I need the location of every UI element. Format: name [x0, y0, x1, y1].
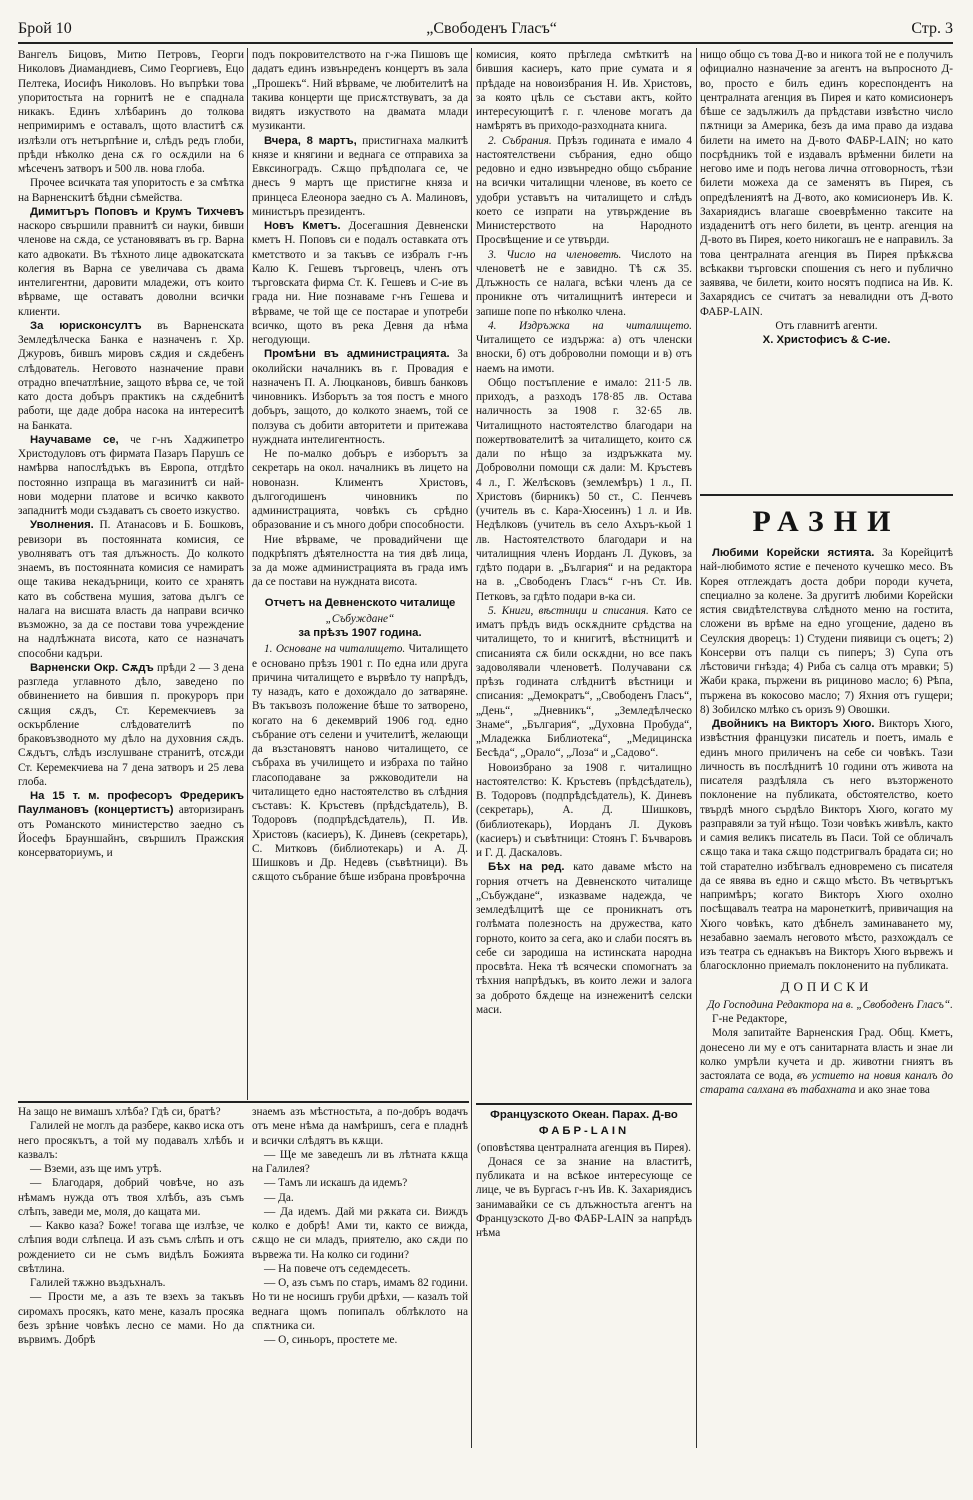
news-text: въ Варненската Земледѣлческа Банка е назначенъ г. Хр. Джуровъ, бившъ мировъ сѫдия и сѫдебенъ слѣдователь. Неговото назначение прави отрадно впечатлѣние, защото вѣрва се, че той като доста добъръ практикъ на сѫдебнитѣ работи, ще даде добра насока на интереситѣ на Банката. [18, 319, 244, 432]
news-text: че г-нъ Хаджипетро Христодуловъ отъ фирмата Пазаръ Парушъ се намѣрва напослѣдъкъ въ Европа, отгдѣто постоянно изпраща въ магазинитѣ си най-нови модерни платове и всичко каквото западнитѣ моди създаватъ съ своето изкуство. [18, 433, 244, 517]
news-headline: Димитъръ Поповъ и Крумъ Тихчевъ [30, 205, 244, 218]
news-headline: Новъ Кметъ. [264, 220, 341, 232]
article-text: Новоизбрано за 1908 г. читалищно настоятелство: К. Кръстевъ (прѣдсѣдатель), В. Тодоровъ (подпрѣдсѣдатель), К. Диневъ (секретарь), А. Д. Шишковъ, (библиотекарь), Иорданъ Л. Дуковъ (касиеръ) и съвѣтници: Стоянъ Г. Бъчваровъ и Г. Д. Даскаловъ. [476, 761, 692, 859]
section-heading: 3. Число на членоветѣ. [488, 248, 622, 261]
story-column-2 [252, 1105, 468, 1450]
story-dialogue: — Да идемъ. Дай ми рѫката си. Виждъ колко е добрѣ! Ами ти, както се вижда, сѫщо не си младъ, приятелю, ако сѫди по вървежа ти. На колко си години? [252, 1205, 468, 1261]
story-dialogue: — Да. [264, 1191, 294, 1204]
section-title-razni: РАЗНИ [752, 505, 901, 538]
news-item [18, 518, 244, 661]
article-text: Общо постъпление е имало: 211·5 лв. приходъ, а разходъ 178·85 лв. Остава наличность за 1908 г. 32·65 лв. Читалищното настоятелство благодари на пожертвователитѣ за читалището, които сѫ дали по нѣщо за издръжката му. Доброволни помощи сѫ дали: М. Кръстевъ 4 л., Г. Желѣсковъ (землемѣръ) 1 л., П. Христовъ (бирникъ) 50 ст., С. Пенчевъ (учитель въ с. Кара-Хюсеинъ) 1 л. и Ив. Недѣлковъ (учитель въ село Ахъръ-кьой 1 лв. Настоятелството благодари и на читалищния членъ Иорданъ Л. Дуковъ, за гдѣто подари в. „България“ и на редактора на в. „Свободенъ Гласъ“ г-нъ Ст. Ив. Петковъ, за гдѣто подари в-ка си. [476, 376, 692, 603]
letter-greeting: Г-не Редакторе, [712, 1013, 788, 1025]
article-text: нищо общо съ това Д-во и никога той не е получилъ официално назначение за агентъ на въпросното Д-во, просто е билъ единъ кореспондентъ на централната агенция въ Пирея и като комисионеръ бѣше се задължилъ да прѣдстави извѣстно число пѫтници за Америка, безъ да има право да издава билети на името на Д-вото ФАБР-LAIN; но като посрѣдникъ той е издавалъ врѣменни билети на негово име и подъ негова лична отговорность, тѣзи билети можеха да се заменятъ въ Пирея, съ опредѣлениятѣ на Д-вото, ако комисионеръ Ив. К. Захариядисъ влагаше своеврѣменно таксите на издаденитѣ отъ него билети, въ центр. агенция на Д-вото въ Пирея, което никогашъ не е направилъ. За това централната агенция въ Пирея прѣкѫсва всѣкакви търговски спошения съ него и публично заявява, че билети, които носятъ подписа на Ив. К. Захарядисъ се считатъ за невалидни отъ Д-вото ФАБР-LAIN. [700, 49, 953, 318]
report-name: „Събуждане“ [325, 612, 395, 625]
section-text: Прѣзъ годината е имало 4 настоятелствени събрания, едно общо редовно и едно извънредно общо събрание на всички читалищни членове, въ което се удобри уставътъ на читалището и слѣдъ което се изпрати на утвърждение въ Министерството на Народното Просвѣщение и се утвърди. [476, 134, 692, 247]
report-title: Отчетъ на Девненското читалище [264, 596, 456, 609]
news-headline: Промѣни въ администрацията. [264, 348, 450, 361]
column-divider [247, 48, 248, 1100]
report-section [476, 134, 692, 248]
report-year: за прѣзъ 1907 година. [298, 627, 422, 639]
news-text: авторизиранъ отъ Романското министерство заедно съ Йосефъ Брауншайнъ, свършилъ Пражския консерваториумъ, и [18, 804, 244, 859]
signature-line: Отъ главнитѣ агенти. [775, 319, 878, 332]
news-item [18, 319, 244, 433]
report-section [476, 319, 692, 376]
news-item [700, 717, 953, 974]
letter-body-end: и ако знае това [855, 1084, 930, 1097]
column-2 [252, 48, 468, 1098]
news-text: Викторъ Хюго, извѣстния французки писатель и поетъ, ималь е единъ много приличенъ на себе си човѣкъ. Тази личность въ послѣднитѣ 10 години отъ живота на писателя раздѣляла съ него възторженото поклонение на публиката, обстоятелство, което твърдѣ много сърдѣло Викторъ Хюго, когато му разправяли за туй нѣщо. Този човѣкъ живѣлъ, както и самия великъ писатель въ Паси. Той се обличалъ сѫщо така и така сѫщо подстригвалъ брадата си; но той старателно избѣгвалъ едновремено съ писателя да се явява въ едно и сѫщо мѣсто. Въ четвъртъкъ напримѣръ; когато Викторъ Хюго охолно посѣщавалъ театра на маронеткитѣ, привичащия на Хюго човѣкъ, като дѣбнелъ заминаването му, незабавно заемалъ неговото мѣсто, разхождалъ се изъ театра съ еднакъвъ на Викторъ Хюго вървежъ и благосклонно приемалъ поклоненито на публиката. [700, 718, 953, 973]
story-dialogue: — На повече отъ седемдесеть. [264, 1262, 411, 1275]
news-headline: Вчера, 8 мартъ, [264, 134, 357, 147]
column-4-top [700, 48, 953, 496]
announcement-subtitle: (оповѣстява централната агенция въ Пирея). [477, 1141, 691, 1154]
news-text: прѣди 2 — 3 дена разгледа углавното дѣло, заведено по обвинението на бившия п. прокуроръ при сѫщия сѫдъ, Ст. Керемекчиевъ за оскърбление слѣдователитѣ по браковъзводното му дѣло на духовния сѫдъ. Сѫдътъ, слѣдъ изслушване странитѣ, отсѫди Ст. Керемекчиева на 7 дена затворъ и 25 лева глоба. [18, 661, 244, 788]
story-dialogue: — Прости ме, а азъ те взехъ за такъвъ сиромахъ просякъ, като мене, казалъ просяка безъ зрѣние човѣкъ лесно се мами. Но да вървимъ. Добрѣ [18, 1291, 244, 1346]
announcement-column [476, 1108, 692, 1450]
story-dialogue: — Какво каза? Боже! тогава ще излѣзе, че слѣпия води слѣпеца. И азъ съмъ слѣпъ и отъ рождението си не съмъ видѣлъ Божията свѣтлина. [18, 1220, 244, 1275]
story-column-1 [18, 1105, 244, 1450]
signature-name: Х. Христофисъ & С-ие. [762, 334, 891, 346]
column-divider [471, 48, 472, 1448]
section-text: Числото на членоветѣ не е завидно. Тѣ сѫ 35. Длъжность се налага, всѣки членъ да се проникне отъ читалищнитѣ интереси и запише попе по нѣколко члена. [476, 248, 692, 318]
news-text: пристигнаха малкитѣ князе и княгини и веднага се отправиха за Евксиноградъ. Сѫщо прѣдполага се, че днесъ 9 мартъ ще пристигне княза и принцеса Елеонора заедно съ А. Малиновъ, министъръ президентъ. [252, 134, 468, 218]
story-dialogue: — Благодаря, добрий човѣче, но азъ нѣмамъ нужда отъ твоя хлѣбъ, азъ съмъ слѣпъ, заведи ме, моля, до кащата ми. [18, 1177, 244, 1218]
letter-location: въ устието на новия каналъ до старата салхана въ табахната [700, 1070, 953, 1097]
story-dialogue: — Вземи, азъ ще имъ утрѣ. [30, 1163, 162, 1175]
section-divider [18, 1101, 469, 1103]
story-dialogue: — Тамъ ли искашъ да идемъ? [264, 1177, 408, 1190]
story-text: На защо не вимашъ хлѣба? Гдѣ си, братѣ? [18, 1106, 221, 1118]
article-text: Не по-малко добъръ е изборътъ за секретарь на окол. началникъ въ лицето на новоназн. Климентъ Христовъ, дългогодишенъ чиновникъ по администрацията, човѣкъ съ срѣдно образование и съ много добри способности. [252, 448, 468, 532]
story-dialogue: — Ще ме заведешъ ли въ лѣтната кѫща на Галилея? [252, 1148, 468, 1175]
announcement-company: ФАБР-LAIN [538, 1125, 630, 1138]
section-heading: 2. Събрания. [488, 134, 552, 147]
news-item [252, 219, 468, 347]
story-dialogue: — О, синьоръ, простете ме. [264, 1334, 398, 1346]
story-text: Галилей не моглъ да разбере, какво иска отъ него просякътъ, а той му подавалъ хлѣбъ и казвалъ: [18, 1120, 244, 1161]
article-text: подъ покровителството на г-жа Пишовъ ще дадатъ единъ извънреденъ концертъ въ зала „Прошекъ“. Ний вѣрваме, че любителитѣ на такива концерти ще присѫтствуватъ, за да видятъ изкуството на двамата млади музиканти. [252, 49, 468, 133]
column-3 [476, 48, 692, 1105]
news-item [252, 134, 468, 220]
issue-number: Брой 10 [18, 20, 72, 37]
news-text: П. Атанасовъ и Б. Бошковъ, ревизори въ постоянната комисия, се уволняватъ отъ тая длъжность. До колкото знаемъ, въ постоянната комисия се намиратъ още такива некадърници, които се хранятъ като въ собствена мушия, затова дългъ се налага на висшата власть да направи всичко възможно, за да се постави това учреждение на надлѣжната висота, като се назначатъ способни кадъри. [18, 519, 244, 660]
news-headline: На 15 т. м. професоръ Фредерикъ Паулмановъ (концертистъ) [18, 790, 244, 817]
letter-addressee: До Господина Редактора на в. „Свободенъ Гласъ“. [707, 998, 953, 1011]
section-title-dopiski: ДОПИСКИ [780, 978, 873, 994]
announcement-text: Донася се за знание на властитѣ, публиката и на всѣкое интересующе се лице, че въ Бургасъ г-нъ Ив. К. Захариядисъ занимавайки се съ длъжностьта агентъ на Французското Д-во ФАБР-LAIN за напрѣдъ нѣма [476, 1155, 692, 1239]
section-heading: 1. Основане на читалището. [264, 643, 406, 656]
news-text: За Корейцитѣ най-любимото ястие е печеното кучешко месо. Въ Корея отглеждатъ доста добри породи кучета, специално за колене. За другитѣ любими Корейски ястия свидѣтелствува слѣдното меню на гостита, сложени въ врѣме на едно угощение, дадено въ Сеулския дворецъ: 1) Студени пиявици съ оцетъ; 2) Консерви отъ палци съ пиперъ; 3) Супа отъ лѣстовичи гнѣзда; 4) Риба съ салца отъ мравки; 5) Жаби крака, пържени въ рициново масло; 6) Рѣпа, пържена въ кокосово масло; 7) Яхния отъ гущери; 8) Зобилско млѣко съ оризъ 9) Овошки. [700, 547, 953, 716]
newspaper-title: „Свободенъ Гласъ“ [426, 20, 557, 37]
story-text: Галилей тѫжно въздъхналъ. [30, 1277, 166, 1289]
story-text: знаемъ азъ мѣстностьта, а по-добръ водачъ отъ мене нѣма да намѣришъ, сега е пладнѣ и всички слѣдятъ въ кѫщи. [252, 1106, 468, 1147]
news-headline: Бѣх на ред. [488, 861, 565, 874]
news-item [700, 546, 953, 717]
column-4-bottom [700, 500, 953, 1448]
news-headline: За юрисконсултъ [30, 319, 142, 332]
news-text: Досегашния Девненски кметъ Н. Поповъ си е подалъ оставката отъ кметството и за такъвъ се избралъ г-нъ Калю К. Гешевъ търговецъ, членъ отъ търговската фирма Ст. К. Гешевъ и С-ие въ града ни. Ние познаваме г-нъ Гешева и вѣрваме, че той ще се постарае и употреби всичко, щото въ река Девня да нѣма негодующи. [252, 220, 468, 346]
section-text: Читалището е основано прѣзъ 1901 г. По една или друга причина читалището е вървѣло ту напрѣдъ, ту назадъ, като е дохождало до затваряне. Въ такъвозъ положение бѣше то затворено, когато на 6 декемврий 1906 год. едно събрание отъ селени и учителитѣ, желающи да възстановятъ наново читалището, се събраха въ училището и избраха по тайно гласоподаване за ржководители на читалището едно настоятелство въ слѣдния съставъ: К. Кръстевъ (прѣдсѣдатель), В. Тодоровъ (подпрѣдсѣдатель), П. Ив. Христовъ (касиеръ), К. Диневъ (секретарь), С. Митковъ (библиотекарь) и А. Д. Шишковъ и Др. Недевъ (съвѣтници). Въ сѫщото събрание бѣше избрана провѣрочна [252, 643, 468, 884]
section-heading: 4. Издръжка на читалището. [488, 319, 692, 332]
news-item [252, 347, 468, 447]
article-text: Ние вѣрваме, че провадийчени ще подкрѣпятъ дѣятелността на тия двѣ лица, за да може администрацията въ града имъ да се постави на нуждната висота. [252, 533, 468, 589]
news-item [18, 661, 244, 789]
news-headline: Уволнения. [30, 519, 94, 532]
news-item [476, 860, 692, 1017]
masthead [18, 18, 953, 44]
news-text: наскоро свършили правнитѣ си науки, бивши членове на сѫда, се установяватъ въ гр. Варна като адвокати. Въ тѣхното лице адвокатската колегия въ Варна се увеличава съ двама интелигентни, даровити младежи, отъ които вѣрваме, ще оставатъ доволни всички клиенти. [18, 220, 244, 318]
column-divider [696, 48, 697, 1448]
letter-body: Моля запитайте Варненския Град. Общ. Кметъ, донесено ли му е отъ санитарната власть и знае ли колко умрѣли кучета и др. животни гниятъ въ застоялата се вода, [700, 1027, 953, 1082]
article-text: Прочее всичката тая упоритость е за смѣтка на Варненскитѣ бѣдни сѣмейства. [18, 177, 244, 204]
letter-text [700, 1026, 953, 1097]
column-1 [18, 48, 244, 1098]
section-text: Читалището се издържа: а) отъ членски вноски, б) отъ доброволни помощи и в) отъ наемъ на имоти. [476, 334, 692, 375]
news-headline: Любими Корейски ястията. [712, 547, 875, 559]
news-item [18, 433, 244, 519]
news-headline: Двойникъ на Викторъ Хюго. [712, 718, 875, 730]
news-headline: Научаваме се, [30, 433, 119, 446]
report-section [476, 604, 692, 761]
article-text: Вангелъ Бицовъ, Митю Петровъ, Георги Николовъ Диамандиевъ, Симо Георгиевъ, Ецо Пелтека, Иосифъ Николовъ. Но въпрѣки това упоритостьта на горнитѣ не е спаднала никакъ. Единъ хлѣбаринъ до толкова непримиримъ е оставалъ, щото властитѣ сѫ излѣзли отъ нетърпѣние и, слѣдъ редъ глоби, прѣди нѣколко дена сѫ го осѫдили на 6 мѣсеченъ затворъ и 500 лв. нова глоба. [18, 49, 244, 175]
news-item [18, 789, 244, 860]
news-text: За околийски началникъ въ г. Провадия е назначенъ П. А. Люцкановъ, бившъ банковъ чиновникъ. Изборътъ за тоя постъ е много добъръ, защото, до колкото знаемъ, той се ползува съ добити авторитети и притежава нуждната интелигентность. [252, 348, 468, 446]
report-section [252, 642, 468, 884]
news-text: като даваме мѣсто на горния отчетъ на Девненското читалище „Събуждане“, изказваме надежда, че земледѣлцитѣ ще се проникнатъ отъ голѣмата полезность на дружества, като горното, които за сега, ако и слаби посятъ въ себе си зародиша на истинската народна просвѣта. Нека тѣ всячески спомогнатъ за тѣхния напрѣдъкъ, въ които лежи и залога за доброто бѫдеще на изнеженитѣ селски маси. [476, 861, 692, 1016]
section-heading: 5. Книги, вѣстници и списания. [488, 604, 649, 617]
story-dialogue: — О, азъ съмъ по старъ, имамъ 82 години. Но ти не носишъ груби дрѣхи, — казалъ той веднага щомъ попипалъ облѣклото на спѫтника си. [252, 1277, 468, 1332]
page-number: Стр. 3 [911, 20, 953, 37]
news-headline: Варненски Окр. Сѫдъ [30, 661, 154, 674]
report-section [476, 248, 692, 319]
article-text: комисия, която прѣгледа смѣткитѣ на бившия касиеръ, като прие сумата и я прѣдаде на новоизбрания Н. Ив. Христовъ, за която цѣль се състави актъ, който интересующитѣ г. г. членове могатъ да намѣрятъ въ приходо-разходната книга. [476, 49, 692, 133]
section-text: Като се иматъ прѣдъ видъ оскѫдните срѣдства на читалището, то и книгитѣ, вѣстницитѣ и списанията сѫ били оскѫдни, но все пакъ задоволявали членоветѣ. Получавани сѫ прѣзъ годината слѣднитѣ вѣстници и списания: „Демократъ“, „Свободенъ Гласъ“, „День“, „Дневникъ“, „Земледѣлческо Знаме“, „България“, „Духовна Пробуда“, „Младежка Библиотека“, „Медицинска Бесѣда“, „Орало“, „Лоза“ и „Садово“. [476, 604, 692, 760]
news-item [18, 205, 244, 319]
announcement-title: Французското Океан. Парах. Д-во [490, 1109, 678, 1121]
